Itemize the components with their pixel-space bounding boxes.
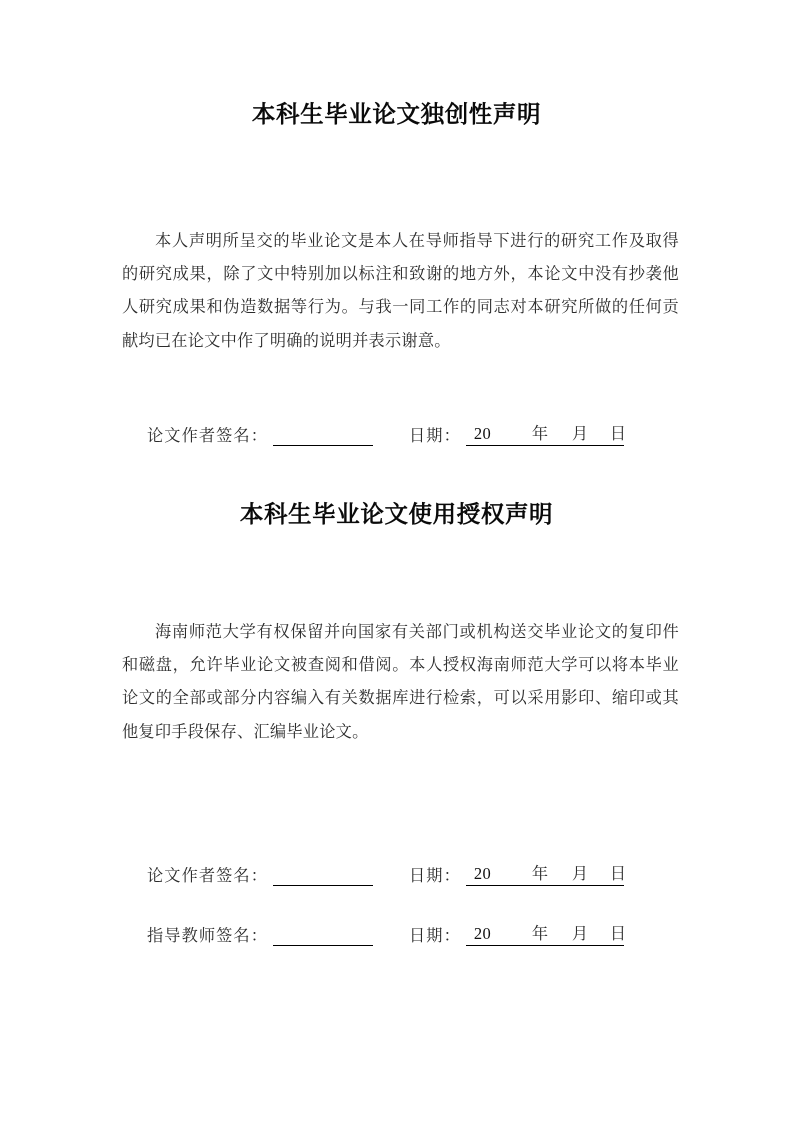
authorization-statement-body: 海南师范大学有权保留并向国家有关部门或机构送交毕业论文的复印件和磁盘，允许毕业论文被查阅和借阅。本人授权海南师范大学可以将本毕业论文的全部或部分内容编入有关数据库进行检索，可以采用影印、缩印或其他复印手段保存、汇编毕业论文。: [122, 623, 679, 741]
author-signature-field[interactable]: [273, 866, 373, 886]
signature-row-author-authorization: [147, 860, 628, 886]
date-unit-year: 年: [531, 925, 550, 943]
advisor-signature-field[interactable]: [273, 926, 373, 946]
date-unit-month: 月: [571, 425, 590, 443]
date-unit-year: 年: [531, 425, 550, 443]
date-field[interactable]: [466, 424, 628, 446]
date-unit-day: 日: [609, 425, 628, 443]
date-year-prefix: 20: [473, 424, 492, 443]
author-signature-field[interactable]: [273, 426, 373, 446]
date-unit-day: 日: [609, 865, 628, 883]
signature-row-author-originality: [147, 420, 628, 446]
authorization-statement-heading: 本科生毕业论文使用授权声明: [239, 501, 554, 527]
date-year-prefix: 20: [473, 924, 492, 943]
date-unit-day: 日: [609, 925, 628, 943]
date-year-prefix: 20: [473, 864, 492, 883]
date-unit-month: 月: [571, 925, 590, 943]
author-signature-label: 论文作者签名：: [147, 867, 269, 885]
originality-statement-heading: 本科生毕业论文独创性声明: [251, 101, 542, 127]
date-unit-month: 月: [571, 865, 590, 883]
advisor-signature-label: 指导教师签名：: [147, 927, 269, 945]
originality-statement-body: 本人声明所呈交的毕业论文是本人在导师指导下进行的研究工作及取得的研究成果，除了文中特别加以标注和致谢的地方外，本论文中没有抄袭他人研究成果和伪造数据等行为。与我一同工作的同志对本研究所做的任何贡献均已在论文中作了明确的说明并表示谢意。: [122, 232, 679, 350]
date-unit-year: 年: [531, 865, 550, 883]
date-label: 日期：: [409, 927, 461, 945]
date-field[interactable]: [466, 864, 628, 886]
date-label: 日期：: [409, 867, 461, 885]
signature-row-advisor: [147, 920, 628, 946]
date-field[interactable]: [466, 924, 628, 946]
author-signature-label: 论文作者签名：: [147, 427, 269, 445]
date-label: 日期：: [409, 427, 461, 445]
